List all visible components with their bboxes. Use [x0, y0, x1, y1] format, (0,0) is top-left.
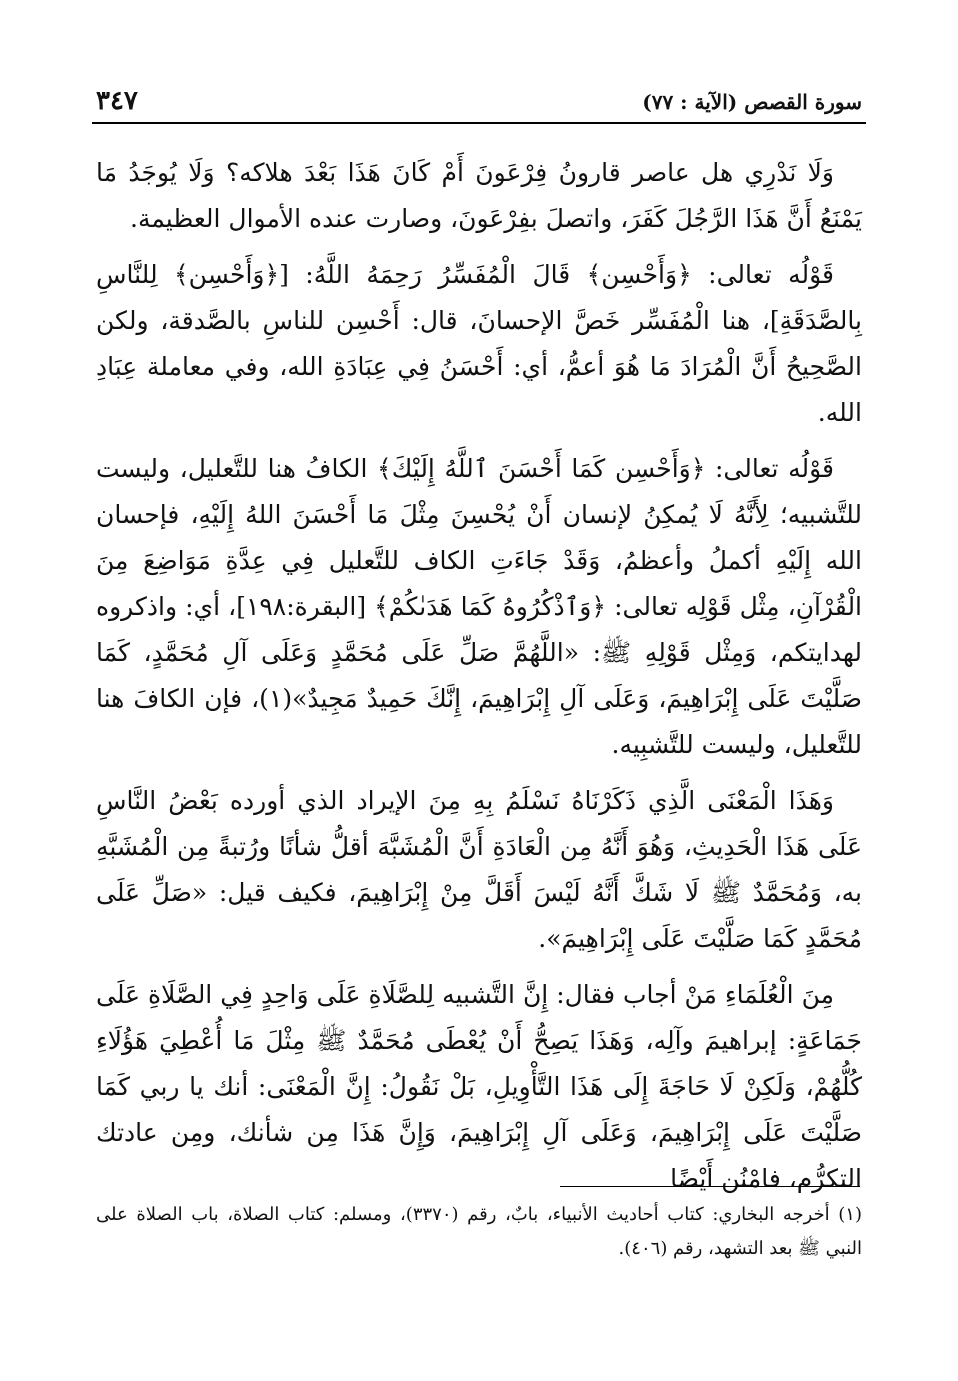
page-number: ٣٤٧	[96, 86, 138, 116]
footnote-1: (١) أخرجه البخاري: كتاب أحاديث الأنبياء، بابٌ، رقم (٣٣٧٠)، ومسلم: كتاب الصلاة، باب الصلاة على النبي ﷺ بعد التشهد، رقم (٤٠٦).	[96, 1204, 862, 1259]
header-rule	[92, 122, 866, 124]
paragraph-2: قَوْلُه تعالى: ﴿وَأَحْسِن﴾ قَالَ الْمُفَسِّرُ رَحِمَهُ اللَّهُ: [﴿وَأَحْسِن﴾ لِلنَّاسِ بِالصَّدَقَةِ]، هنا الْمُفَسِّر خَصَّ الإحسانَ، قال: أَحْسِن للناسِ بالصَّدقة، ولكن الصَّحِيحُ أَنَّ الْمُرَادَ مَا هُوَ أعمُّ، أي: أَحْسَنُ فِي عِبَادَةِ الله، وفي معاملة عِبَادِ الله.	[96, 260, 862, 427]
running-title: سورة القصص (الآية : ٧٧)	[642, 90, 862, 114]
paragraph-5: مِنَ الْعُلَمَاءِ مَنْ أجاب فقال: إِنَّ التَّشبيه لِلصَّلَاةِ عَلَى وَاحِدٍ فِي الصَّلَاةِ عَلَى جَمَاعَةٍ: إبراهيمَ وآلِه، وَهَذَا يَصِحُّ أَنْ يُعْطَى مُحَمَّدٌ ﷺ مِثْلَ مَا أُعْطِيَ هَؤُلَاءِ كُلُّهُمْ، وَلَكِنْ لَا حَاجَةَ إِلَى هَذَا التَّأْوِيلِ، بَلْ نَقُولُ: إِنَّ الْمَعْنَى: أنك يا ربي كَمَا صَلَّيْتَ عَلَى إِبْرَاهِيمَ، وَعَلَى آلِ إِبْرَاهِيمَ، وَإِنَّ هَذَا مِن شأنك، ومِن عادتك التكرُّم، فامْنُن أَيْضًا	[96, 980, 862, 1193]
page-header	[96, 86, 862, 120]
paragraph-1: وَلَا نَدْرِي هل عاصر قارونُ فِرْعَونَ أَمْ كَانَ هَذَا بَعْدَ هلاكه؟ وَلَا يُوجَدُ مَا يَمْنَعُ أَنَّ هَذَا الرَّجُلَ كَفَرَ، واتصلَ بفِرْعَونَ، وصارت عنده الأموال العظيمة.	[96, 158, 862, 233]
paragraph-4: وَهَذَا الْمَعْنَى الَّذِي ذَكَرْنَاهُ نَسْلَمُ بِهِ مِنَ الإيراد الذي أورده بَعْضُ النَّاسِ عَلَى هَذَا الْحَدِيثِ، وَهُوَ أَنَّهُ مِن الْعَادَةِ أَنَّ الْمُشَبَّهَ أقلُّ شأنًا ورُتبةً مِن الْمُشَبَّهِ به، وَمُحَمَّدٌ ﷺ لَا شَكَّ أَنَّهُ لَيْسَ أَقَلَّ مِنْ إِبْرَاهِيمَ، فكيف قيل: «صَلِّ عَلَى مُحَمَّدٍ كَمَا صَلَّيْتَ عَلَى إِبْرَاهِيمَ».	[96, 786, 862, 953]
footnotes	[96, 1198, 862, 1266]
footnote-rule	[560, 1186, 860, 1187]
main-text	[96, 150, 862, 1212]
paragraph-3: قَوْلُه تعالى: ﴿وَأَحْسِن كَمَا أَحْسَنَ ٱللَّهُ إِلَيْكَ﴾ الكافُ هنا للتَّعليل، وليست للتَّشبيه؛ لِأَنَّهُ لَا يُمكِنُ لإنسان أَنْ يُحْسِنَ مِثْلَ مَا أَحْسَنَ اللهُ إِلَيْهِ، فإحسان الله إِلَيْهِ أكملُ وأعظمُ، وَقَدْ جَاءَتِ الكاف للتَّعليل فِي عِدَّةِ مَوَاضِعَ مِنَ الْقُرْآنِ، مِثْل قَوْلِه تعالى: ﴿وَٱذْكُرُوهُ كَمَا هَدَىٰكُمْ﴾ [البقرة:١٩٨]، أي: واذكروه لهدايتكم، وَمِثْل قَوْلِهِ ﷺ: «اللَّهُمَّ صَلِّ عَلَى مُحَمَّدٍ وَعَلَى آلِ مُحَمَّدٍ، كَمَا صَلَّيْتَ عَلَى إِبْرَاهِيمَ، وَعَلَى آلِ إِبْرَاهِيمَ، إِنَّكَ حَمِيدٌ مَجِيدٌ»(١)، فإن الكافَ هنا للتَّعليل، وليست للتَّشبِيه.	[96, 454, 863, 759]
